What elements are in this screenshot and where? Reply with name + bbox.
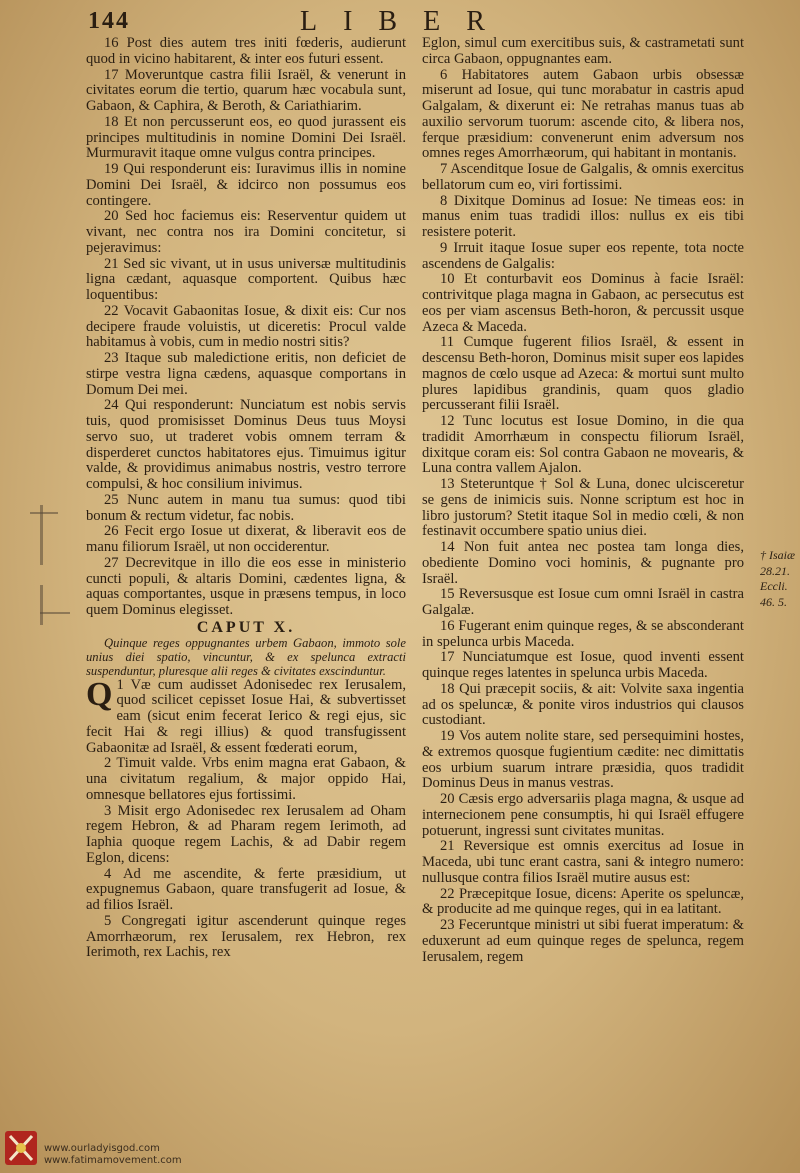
pencil-mark-3 [40, 585, 43, 625]
verse: 18 Qui præcepit sociis, & ait: Volvite saxa ingentia ad os speluncæ, & ponite viros industrios qui clausos custodiant. [422, 680, 744, 729]
left-verses-after [86, 756, 406, 961]
watermark-text [44, 1143, 182, 1167]
verse: 15 Reversusque est Iosue cum omni Israël in castra Galgalæ. [422, 586, 744, 618]
watermark-line-2: www.fatimamovement.com [44, 1155, 182, 1166]
verse: 20 Cæsis ergo adversariis plaga magna, & usque ad internecionem pene consumptis, hi qui Israël effugere potuerunt, ingressi sunt civitates munitas. [422, 791, 744, 839]
verse: 11 Cumque fugerent filios Israël, & essent in descensu Beth-horon, Dominus misit super eos lapides magnos de cœlo usque ad Azeca: & mortui sunt multo plures lapidibus grandinis, quam quos gladio percusserant filii Israël. [422, 334, 744, 414]
verse: 22 Vocavit Gabaonitas Iosue, & dixit eis: Cur nos decipere fraude voluistis, ut diceretis: Procul valde habitamus à vobis, cum in medio nostri sitis? [86, 302, 406, 351]
verse: 8 Dixitque Dominus ad Iosue: Ne timeas eos: in manus enim tuas tradidi illos: nullus ex eis tibi resistere poterit. [422, 192, 744, 240]
watermark-line-1: www.ourladyisgod.com [44, 1143, 160, 1154]
right-verses [422, 36, 744, 965]
watermark-logo-icon [4, 1130, 38, 1166]
right-column [422, 36, 744, 965]
verse: 16 Post dies autem tres initi fœderis, audierunt quod in vicino habitarent, & inter eos futuri essent. [86, 35, 406, 67]
left-column [86, 36, 406, 961]
verse: 13 Steteruntque † Sol & Luna, donec ulcisceretur se gens de inimicis suis. Nonne scriptum est hoc in libro justorum? Stetit itaque Sol in medio cœli, & non festinavit occumbere spatio unius diei. [422, 476, 744, 540]
chapter-title: CAPUT X. [196, 618, 296, 636]
verse: 22 Præcepitque Iosue, dicens: Aperite os speluncæ, & producite ad me quinque reges, qui in ea latitant. [422, 885, 744, 918]
verse: 6 Habitatores autem Gabaon urbis obsessæ miserunt ad Iosue, qui tunc morabatur in castris apud Galgalam, & dixerunt ei: Ne retrahas manus tuas ab auxilio servorum tuorum: ascende cito, & libera nos, ferque præsidium: convenerunt enim adversum nos omnes reges Amorrhæorum, qui habitant in montanis. [422, 66, 744, 162]
running-head: LIBER [300, 6, 511, 37]
verse: 3 Misit ergo Adonisedec rex Ierusalem ad Oham regem Hebron, & ad Pharam regem Ierimoth, ad Iaphia quoque regem Lachis, & ad Dabir regem Eglon, dicens: [86, 802, 406, 866]
verse: 21 Sed sic vivant, ut in usus universæ multitudinis ligna cædant, aquasque comportent. Quibus hæc loquentibus: [86, 255, 406, 303]
verse: 7 Ascenditque Iosue de Galgalis, & omnis exercitus bellatorum cum eo, viri fortissimi. [422, 161, 744, 193]
verse: Eglon, simul cum exercitibus suis, & castrametati sunt circa Gabaon, oppugnantes eam. [422, 35, 744, 67]
verse: 4 Ad me ascendite, & ferte præsidium, ut expugnemus Gabaon, quare transfugerit ad Iosue, & ad filios Israël. [86, 865, 406, 913]
margin-reference: † Isaiæ 28.21. Eccli. 46. 5. [760, 548, 796, 609]
pencil-mark-4 [40, 612, 70, 614]
verse: 5 Congregati igitur ascenderunt quinque reges Amorrhæorum, rex Ierusalem, rex Hebron, rex Ierimoth, rex Lachis, rex [86, 912, 406, 961]
verse: 23 Feceruntque ministri ut sibi fuerat imperatum: & eduxerunt ad eum quinque reges de spelunca, regem Ierusalem, regem [422, 917, 744, 965]
verse: 9 Irruit itaque Iosue super eos repente, tota nocte ascendens de Galgalis: [422, 239, 744, 272]
chapter-first-verse [86, 675, 406, 757]
verse: 27 Decrevitque in illo die eos esse in ministerio cuncti populi, & altaris Domini, cædentes ligna, & aquas comportantes, usque in præsens tempus, in loco quem Dominus elegisset. [86, 554, 406, 618]
page-number: 144 [88, 8, 130, 34]
pencil-mark-2 [30, 512, 58, 514]
verse: 17 Nunciatumque est Iosue, quod inventi essent quinque reges latentes in spelunca urbis Maceda. [422, 649, 744, 681]
verse: 17 Moveruntque castra filii Israël, & venerunt in civitates eorum die tertio, quarum hæc vocabula sunt, Gabaon, & Caphira, & Beroth, & Cariathiarim. [86, 66, 406, 114]
left-verses [86, 36, 406, 619]
verse: 19 Vos autem nolite stare, sed persequimini hostes, & extremos quosque fugientium cædite: nec dimittatis eos urbium suarum intrare præsidia, quos tradidit Dominus Deus in manus vestras. [422, 728, 744, 792]
chapter-summary: Quinque reges oppugnantes urbem Gabaon, immoto sole unius diei spatio, vincuntur, & ex spelunca extracti suspenduntur, pluresque alii reges & civitates exscinduntur. [86, 635, 406, 678]
verse: 18 Et non percusserunt eos, eo quod jurassent eis principes multitudinis in nomine Domini Dei Israël. Murmuravit itaque omne vulgus contra principes. [86, 113, 406, 162]
verse: 25 Nunc autem in manu tua sumus: quod tibi bonum & rectum videtur, fac nobis. [86, 491, 406, 524]
verse: 26 Fecit ergo Iosue ut dixerat, & liberavit eos de manu filiorum Israël, ut non occiderentur. [86, 523, 406, 555]
verse: 24 Qui responderunt: Nunciatum est nobis servis tuis, quod promisisset Dominus Deus tuus Moysi servo suo, ut traderet vobis omnem terram & disperderet cunctos habitatores ejus. Timuimus igitur valde, & providimus animabus nostris, vestro terrore compulsi, & hoc consilium inivimus. [86, 397, 406, 492]
drop-cap: Q [86, 675, 113, 713]
verse: 21 Reversique est omnis exercitus ad Iosue in Maceda, ubi tunc erant castra, sani & integro numero: nullusque contra filios Israël mutire ausus est: [422, 838, 744, 886]
verse: 23 Itaque sub maledictione eritis, non deficiet de stirpe vestra ligna cædens, aquasque comportans in Domum Dei mei. [86, 350, 406, 398]
verse: 20 Sed hoc faciemus eis: Reserventur quidem ut vivant, nec contra nos ira Domini concitetur, si pejeravimus: [86, 208, 406, 256]
pencil-mark-1 [40, 505, 43, 565]
verse: 16 Fugerant enim quinque reges, & se absconderant in spelunca urbis Maceda. [422, 617, 744, 650]
first-verse-text: 1 Væ cum audisset Adonisedec rex Ierusalem, quod scilicet cepisset Iosue Hai, & subvertisset eam (sicut enim fecerat Ierico & regi ejus, sic fecit Hai & regi illius) & quod transfugissent Gabaonitæ ad Israël, & essent fœderati eorum, [86, 676, 406, 756]
verse: 2 Timuit valde. Vrbs enim magna erat Gabaon, & una civitatum regalium, & major oppido Hai, omnesque bellatores ejus fortissimi. [86, 755, 406, 803]
verse: 12 Tunc locutus est Iosue Domino, in die qua tradidit Amorrhæum in conspectu filiorum Israël, dixitque coram eis: Sol contra Gabaon ne movearis, & Luna contra vallem Ajalon. [422, 413, 744, 477]
verse: 14 Non fuit antea nec postea tam longa dies, obediente Domino voci hominis, & pugnante pro Israël. [422, 539, 744, 587]
verse: 19 Qui responderunt eis: Iuravimus illis in nomine Domini Dei Israël, & idcirco non possumus eos contingere. [86, 161, 406, 209]
verse: 10 Et conturbavit eos Dominus à facie Israël: contrivitque plaga magna in Gabaon, ac persecutus est eos per viam ascensus Beth-horon, & percussit usque Azeca & Maceda. [422, 271, 744, 335]
